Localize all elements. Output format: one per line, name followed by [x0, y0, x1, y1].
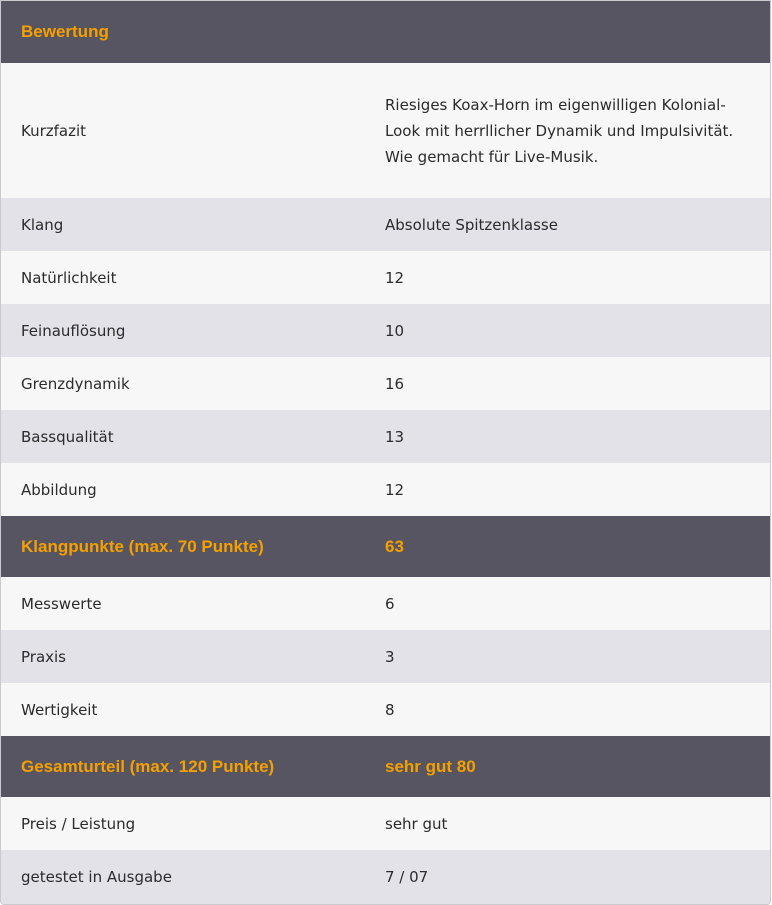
table-row [1, 198, 770, 251]
row-label: Grenzdynamik [21, 374, 130, 393]
row-label: Wertigkeit [21, 700, 98, 719]
row-value: Riesiges Koax-Horn im eigenwilligen Kolonial-Look mit herrllicher Dynamik und Impulsivität. Wie gemacht für Live-Musik. [385, 95, 734, 166]
row-label: Natürlichkeit [21, 268, 117, 287]
table-title: Bewertung [21, 22, 109, 41]
table-row [1, 683, 770, 736]
gesamturteil-row [1, 736, 770, 797]
row-label: Messwerte [21, 594, 102, 613]
klangpunkte-label: Klangpunkte (max. 70 Punkte) [21, 536, 264, 556]
row-label: Preis / Leistung [21, 814, 136, 833]
table-row [1, 357, 770, 410]
table-row [1, 304, 770, 357]
table-row [1, 577, 770, 630]
row-label: getestet in Ausgabe [21, 868, 172, 886]
table-row [1, 797, 770, 850]
gesamturteil-value: sehr gut 80 [385, 756, 476, 776]
row-value: 7 / 07 [385, 868, 429, 886]
table-header-row [1, 1, 770, 63]
table-row [1, 850, 770, 904]
row-label: Praxis [21, 647, 66, 666]
table-row [1, 410, 770, 463]
row-label: Feinauflösung [21, 321, 126, 340]
table-row [1, 63, 770, 198]
klangpunkte-value: 63 [385, 536, 404, 556]
row-label: Kurzfazit [21, 121, 87, 140]
row-value: 8 [385, 700, 395, 719]
row-label: Bassqualität [21, 427, 114, 446]
row-value: 12 [385, 480, 405, 499]
klangpunkte-row [1, 516, 770, 577]
row-value: 16 [385, 374, 405, 393]
row-label: Abbildung [21, 480, 97, 499]
row-value: Absolute Spitzenklasse [385, 215, 558, 234]
row-value: 3 [385, 647, 395, 666]
gesamturteil-label: Gesamturteil (max. 120 Punkte) [21, 756, 275, 776]
row-value: 6 [385, 594, 395, 613]
row-value: 12 [385, 268, 405, 287]
row-label: Klang [21, 215, 64, 234]
table-row [1, 463, 770, 516]
table-row [1, 630, 770, 683]
row-value: 10 [385, 321, 405, 340]
table-row [1, 251, 770, 304]
row-value: sehr gut [385, 814, 448, 833]
row-value: 13 [385, 427, 405, 446]
